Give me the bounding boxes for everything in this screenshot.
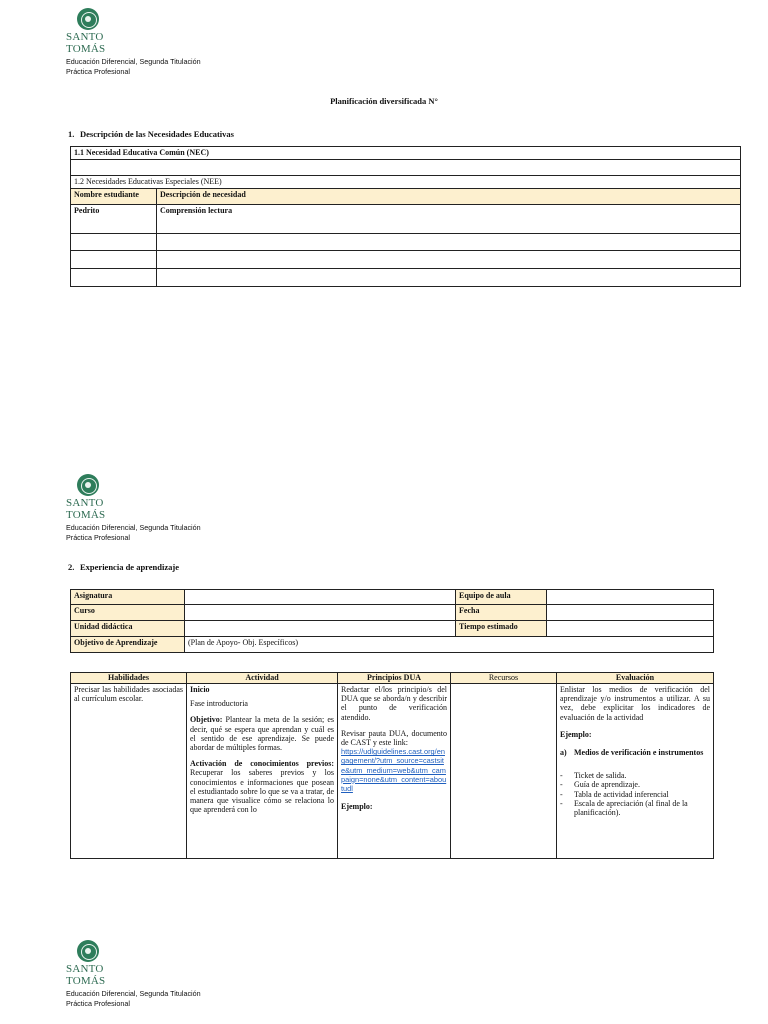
- nee-student-name[interactable]: [71, 269, 157, 287]
- curso-label: Curso: [71, 605, 185, 621]
- nec-content-cell[interactable]: [71, 160, 741, 176]
- brand-line-2: TOMÁS: [66, 509, 106, 521]
- nee-header-description: Descripción de necesidad: [157, 189, 741, 205]
- evaluacion-cell[interactable]: [557, 684, 714, 859]
- objetivo-label: Objetivo de Aprendizaje: [71, 637, 185, 653]
- nee-description[interactable]: Comprensión lectura: [157, 205, 741, 234]
- activacion-text: Recuperar los saberes previos y los conocimientos e informaciones que posean el estudiantado sobre lo que se va a tratar, de manera que visualice cómo se relaciona lo que aprenderá con lo: [190, 768, 334, 815]
- evaluation-item: Tabla de actividad inferencial: [574, 789, 669, 799]
- fecha-value[interactable]: [547, 605, 714, 621]
- table-row: [71, 205, 741, 234]
- section-1-heading: [68, 129, 234, 139]
- unidad-value[interactable]: [185, 621, 456, 637]
- header-subtitle: [66, 989, 201, 1008]
- santo-tomas-logo: [66, 8, 116, 54]
- objetivo-text: Plantear la meta de la sesión; es decir, qué se espera que aprendan y cuál es el sentido de ese aprendizaje. Se puede abordar de múltiples formas.: [190, 715, 334, 753]
- medios-label: Medios de verificación e instrumentos: [574, 748, 704, 758]
- activacion-heading: Activación de conocimientos previos:: [190, 759, 334, 769]
- evaluation-item: Ticket de salida.: [574, 771, 627, 781]
- brand-line-2: TOMÁS: [66, 975, 106, 987]
- asignatura-label: Asignatura: [71, 590, 185, 605]
- nee-label: 1.2 Necesidades Educativas Especiales (NEE): [71, 176, 741, 189]
- table-row: [71, 234, 741, 251]
- header-subtitle: [66, 523, 201, 542]
- santo-tomas-logo: [66, 940, 116, 986]
- evaluation-item: Guía de aprendizaje.: [574, 780, 640, 790]
- evaluation-item: Escala de apreciación (al final de la planificación).: [574, 798, 688, 818]
- medios-heading: [560, 748, 710, 757]
- objetivo-heading: Objetivo:: [190, 715, 223, 725]
- brand-line-1: SANTO: [66, 497, 104, 509]
- page-title: Planificación diversificada N°: [330, 96, 438, 106]
- evaluacion-intro: Enlistar los medios de verificación del aprendizaje y/o instrumentos a utilizar. A su vez, debe explicitar los indicadores de evaluación de la actividad: [560, 685, 710, 722]
- asignatura-value[interactable]: [185, 590, 456, 605]
- program-line: Educación Diferencial, Segunda Titulación: [66, 989, 201, 998]
- dua-cell[interactable]: [338, 684, 451, 859]
- nee-description[interactable]: [157, 251, 741, 269]
- table-row: [71, 269, 741, 287]
- inicio-label: Inicio: [190, 685, 210, 694]
- course-line: Práctica Profesional: [66, 998, 130, 1008]
- header-actividad: Actividad: [187, 673, 338, 684]
- objetivo-paragraph: [190, 715, 334, 752]
- fase-label: Fase introductoria: [190, 699, 248, 709]
- dua-review-text: Revisar pauta DUA, documento de CAST y este link:: [341, 728, 447, 748]
- section-2-label: Experiencia de aprendizaje: [80, 562, 179, 572]
- nee-header-name: Nombre estudiante: [71, 189, 157, 205]
- objetivo-value[interactable]: (Plan de Apoyo- Obj. Específicos): [185, 637, 714, 653]
- nee-student-name[interactable]: Pedrito: [71, 205, 157, 234]
- unidad-label: Unidad didáctica: [71, 621, 185, 637]
- nee-description[interactable]: [157, 234, 741, 251]
- section-2-heading: [68, 562, 179, 572]
- section-1-number: 1.: [68, 129, 75, 139]
- seal-icon: [77, 940, 99, 962]
- section-1-label: Descripción de las Necesidades Educativas: [80, 129, 234, 139]
- brand-line-2: TOMÁS: [66, 43, 106, 55]
- curso-value[interactable]: [185, 605, 456, 621]
- table-row: [71, 251, 741, 269]
- seal-icon: [77, 474, 99, 496]
- header-evaluacion: Evaluación: [557, 673, 714, 684]
- list-item: - Ticket de salida.: [560, 771, 627, 781]
- recursos-cell[interactable]: [451, 684, 557, 859]
- dua-instructions: Redactar el/los principio/s del DUA que se aborda/n y describir el punto de verificación atendido.: [341, 685, 447, 722]
- list-item: - Escala de apreciación (al final de la planificación).: [560, 799, 710, 817]
- santo-tomas-logo: [66, 474, 116, 520]
- actividad-cell[interactable]: [187, 684, 338, 859]
- seal-icon: [77, 8, 99, 30]
- nec-table: [70, 146, 741, 287]
- equipo-value[interactable]: [547, 590, 714, 605]
- tiempo-value[interactable]: [547, 621, 714, 637]
- list-item: - Tabla de actividad inferencial: [560, 789, 669, 799]
- header-subtitle: [66, 57, 201, 76]
- fecha-label: Fecha: [456, 605, 547, 621]
- header-habilidades: Habilidades: [71, 673, 187, 684]
- evaluacion-example-label: Ejemplo:: [560, 729, 592, 739]
- program-line: Educación Diferencial, Segunda Titulación: [66, 57, 201, 66]
- brand-line-1: SANTO: [66, 963, 104, 975]
- planning-table: [70, 672, 714, 859]
- equipo-label: Equipo de aula: [456, 590, 547, 605]
- course-info-table: [70, 589, 714, 653]
- nee-student-name[interactable]: [71, 251, 157, 269]
- dua-example-label: Ejemplo:: [341, 802, 373, 812]
- header-recursos: Recursos: [451, 673, 557, 684]
- section-2-number: 2.: [68, 562, 75, 572]
- course-line: Práctica Profesional: [66, 532, 130, 542]
- medios-number: a): [560, 748, 567, 758]
- program-line: Educación Diferencial, Segunda Titulación: [66, 523, 201, 532]
- activacion-paragraph: [190, 759, 334, 814]
- habilidades-cell[interactable]: [71, 684, 187, 859]
- list-item: - Guía de aprendizaje.: [560, 780, 640, 790]
- header-principios-dua: Principios DUA: [338, 673, 451, 684]
- nec-label: 1.1 Necesidad Educativa Común (NEC): [71, 147, 741, 160]
- nee-student-name[interactable]: [71, 234, 157, 251]
- cast-link[interactable]: https://udlguidelines.cast.org/engagement/?utm_source=castsite&utm_medium=web&utm_campaign=none&utm_content=aboutudl: [341, 747, 447, 794]
- tiempo-label: Tiempo estimado: [456, 621, 547, 637]
- course-line: Práctica Profesional: [66, 66, 130, 76]
- nee-description[interactable]: [157, 269, 741, 287]
- brand-line-1: SANTO: [66, 31, 104, 43]
- habilidades-text: Precisar las habilidades asociadas al currículum escolar.: [74, 685, 183, 704]
